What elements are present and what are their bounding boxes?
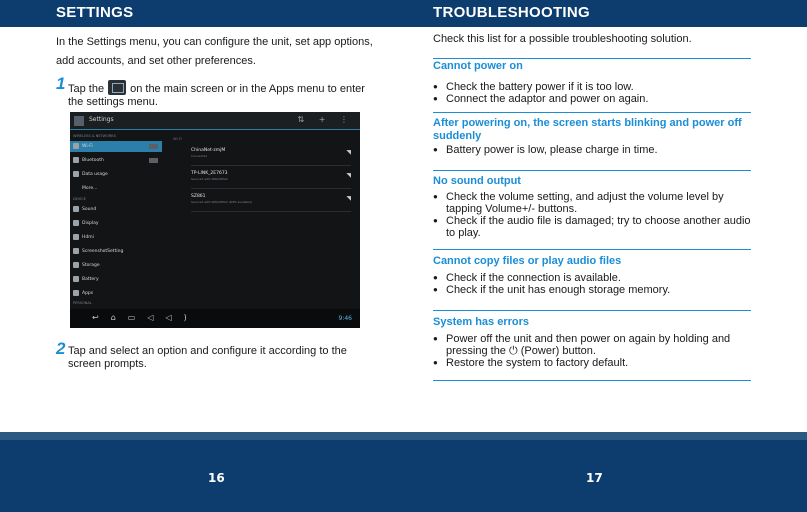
settings-screenshot bbox=[70, 112, 360, 328]
divider bbox=[433, 249, 751, 250]
section-title: Cannot power on bbox=[433, 60, 523, 72]
section-title: Cannot copy files or play audio files bbox=[433, 255, 622, 267]
step-2 bbox=[56, 339, 386, 375]
troubleshooting-intro: Check this list for a possible troubleshooting solution. bbox=[433, 33, 692, 45]
bullet-list bbox=[433, 81, 755, 105]
step-1-number: 1 bbox=[56, 74, 66, 93]
battery-icon bbox=[73, 276, 79, 282]
tablet-actions: ⇅ + ⋮ bbox=[297, 115, 354, 124]
settings-heading: SETTINGS bbox=[56, 4, 134, 21]
tablet-action-bar bbox=[70, 112, 360, 130]
settings-app-icon bbox=[108, 80, 126, 95]
settings-item-sound[interactable]: Sound bbox=[70, 204, 162, 215]
settings-icon bbox=[74, 116, 84, 126]
bluetooth-icon bbox=[73, 157, 79, 163]
sound-icon bbox=[73, 206, 79, 212]
section-device: DEVICE bbox=[73, 197, 86, 201]
divider bbox=[433, 170, 751, 171]
settings-intro: In the Settings menu, you can configure the unit, set app options, add accounts, and set other preferences. bbox=[56, 36, 373, 67]
bullet-item: ● Power off the unit and then power on again by holding and pressing the ⏻ (Power) button. bbox=[433, 333, 755, 357]
wifi-icon bbox=[73, 143, 79, 149]
divider bbox=[433, 58, 751, 59]
wifi-signal-icon: ◥ bbox=[346, 149, 351, 156]
hdmi-icon bbox=[73, 234, 79, 240]
wifi-signal-icon: ◥ bbox=[346, 195, 351, 202]
section-title: After powering on, the screen starts blinking and power off suddenly bbox=[433, 117, 742, 142]
data-usage-icon bbox=[73, 171, 79, 177]
settings-item-screenshot[interactable]: ScreenshotSetting bbox=[70, 246, 162, 257]
settings-item-display[interactable]: Display bbox=[70, 218, 162, 229]
bullet-list bbox=[433, 191, 755, 239]
troubleshooting-heading: TROUBLESHOOTING bbox=[433, 4, 590, 21]
bullet-item: ● Check the battery power if it is too low. bbox=[433, 81, 755, 93]
section-title: No sound output bbox=[433, 175, 521, 187]
settings-item-apps[interactable]: Apps bbox=[70, 288, 162, 299]
header-bar bbox=[0, 0, 807, 27]
settings-item-more[interactable]: More... bbox=[82, 186, 98, 191]
bluetooth-toggle[interactable] bbox=[149, 158, 158, 163]
bullet-item: ● Restore the system to factory default. bbox=[433, 357, 755, 369]
storage-icon bbox=[73, 262, 79, 268]
nav-keys-icons[interactable]: ↩⌂▭◁◁) bbox=[92, 313, 199, 322]
network-item[interactable]: ChinaNet-zmjM Connected ◥ bbox=[191, 146, 351, 166]
footer-band bbox=[0, 432, 807, 512]
settings-item-hdmi[interactable]: Hdmi bbox=[70, 232, 162, 243]
bullet-item: ● Check if the connection is available. bbox=[433, 272, 755, 284]
network-item[interactable]: SZ861 Secured with WPA/WPA2 (WPS available) ◥ bbox=[191, 192, 351, 212]
bullet-item: ● Battery power is low, please charge in time. bbox=[433, 144, 755, 156]
bullet-list bbox=[433, 144, 755, 156]
tablet-title: Settings bbox=[89, 116, 114, 123]
bullet-item: ● Connect the adaptor and power on again. bbox=[433, 93, 755, 105]
wifi-toggle[interactable] bbox=[149, 144, 158, 149]
divider bbox=[433, 112, 751, 113]
tablet-nav-bar bbox=[70, 309, 360, 328]
network-item[interactable]: TP-LINK_2E7673 Secured with WPA/WPA2 ◥ bbox=[191, 169, 351, 189]
bullet-item: ● Check the volume setting, and adjust the volume level by tapping Volume+/- buttons. bbox=[433, 191, 755, 215]
step-2-number: 2 bbox=[56, 339, 66, 358]
screenshot-icon bbox=[73, 248, 79, 254]
bullet-item: ● Check if the audio file is damaged; try to choose another audio to play. bbox=[433, 215, 755, 239]
step-1-text-a: Tap the bbox=[68, 83, 105, 95]
section-title: System has errors bbox=[433, 316, 529, 328]
tablet-wifi-panel bbox=[167, 131, 360, 309]
bullet-list bbox=[433, 333, 755, 369]
settings-item-data-usage[interactable]: Data usage bbox=[70, 169, 162, 180]
wifi-signal-icon: ◥ bbox=[346, 172, 351, 179]
settings-item-storage[interactable]: Storage bbox=[70, 260, 162, 271]
section-personal: PERSONAL bbox=[73, 301, 92, 305]
tablet-settings-list bbox=[70, 131, 165, 309]
power-icon: ⏻ bbox=[509, 345, 518, 357]
page-number-right: 17 bbox=[586, 471, 603, 485]
tablet-clock: 9:46 bbox=[338, 315, 352, 322]
settings-item-battery[interactable]: Battery bbox=[70, 274, 162, 285]
wifi-header: WI-FI bbox=[173, 137, 182, 141]
step-1-text-b: on the main screen or in the Apps menu to enter the settings menu. bbox=[68, 83, 365, 108]
divider bbox=[433, 310, 751, 311]
display-icon bbox=[73, 220, 79, 226]
bullet-item: ● Check if the unit has enough storage memory. bbox=[433, 284, 755, 296]
section-wireless: WIRELESS & NETWORKS bbox=[73, 134, 116, 138]
divider bbox=[433, 380, 751, 381]
bullet-list bbox=[433, 272, 755, 296]
page-number-left: 16 bbox=[208, 471, 225, 485]
settings-item-wifi[interactable]: Wi-Fi bbox=[70, 141, 162, 152]
footer-band-inner bbox=[0, 440, 807, 512]
apps-icon bbox=[73, 290, 79, 296]
settings-item-bluetooth[interactable]: Bluetooth bbox=[70, 155, 162, 166]
step-2-text: Tap and select an option and configure it according to the screen prompts. bbox=[68, 345, 347, 370]
step-1-text bbox=[68, 80, 378, 109]
step-1 bbox=[56, 74, 386, 110]
